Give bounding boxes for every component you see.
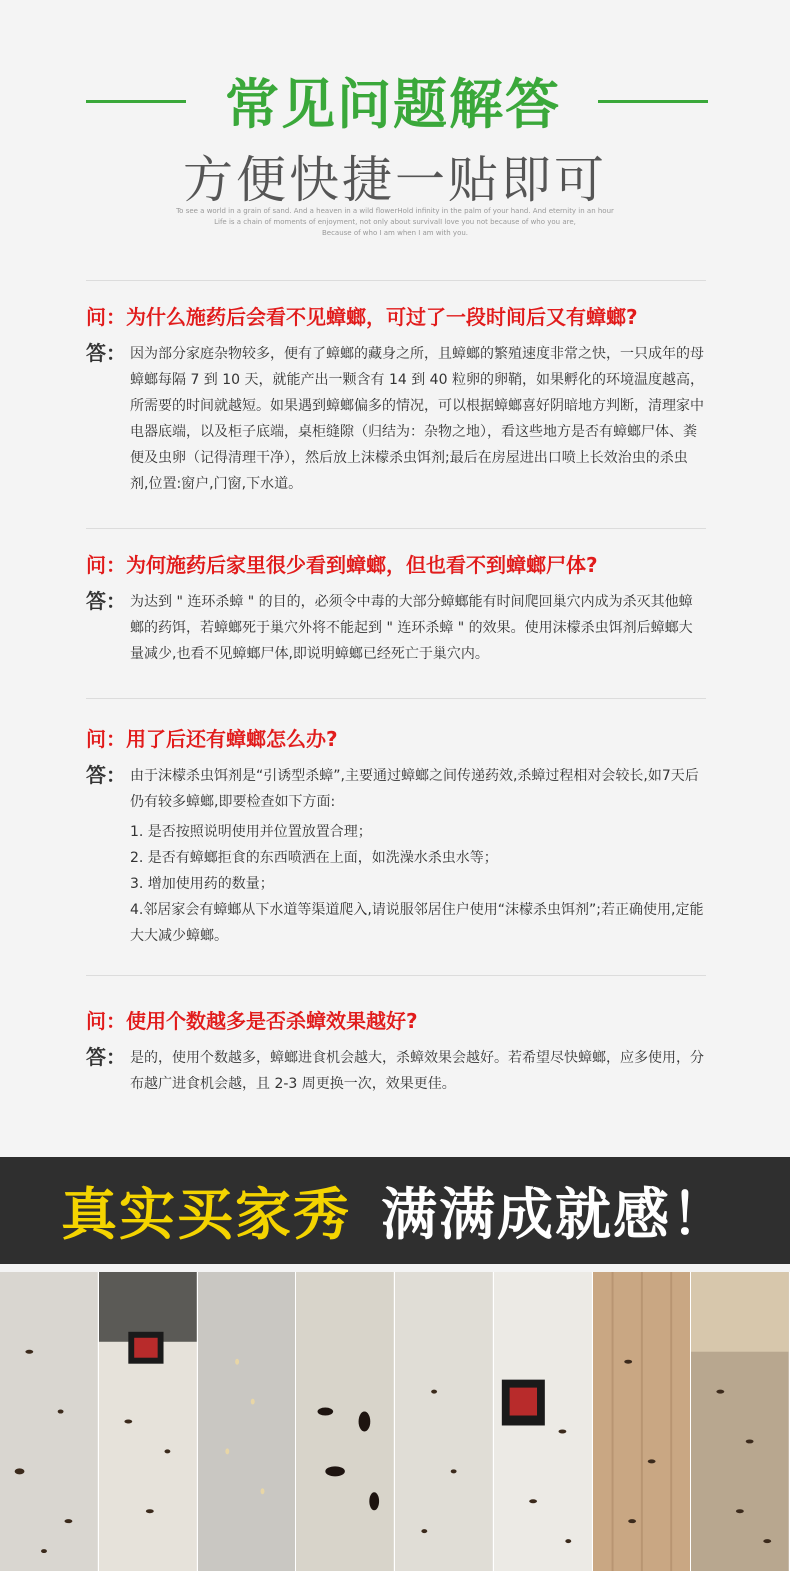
header — [0, 0, 790, 260]
question: 问：使用个数越多是否杀蟑效果越好? — [86, 1009, 418, 1033]
answer-intro: 由于沫檬杀虫饵剂是“引诱型杀蟑”,主要通过蟑螂之间传递药效,杀蟑过程相对会较长,如7天后仍有较多蟑螂,即要检查如下方面: — [130, 768, 699, 810]
divider — [86, 698, 706, 699]
answer — [86, 586, 706, 667]
qa-item — [86, 1006, 706, 1097]
answer-label: 答： — [86, 589, 126, 613]
answer-list — [130, 819, 706, 949]
title-line-right — [598, 100, 708, 103]
question: 问：用了后还有蟑螂怎么办? — [86, 727, 338, 751]
qa-item — [86, 550, 706, 667]
answer-text: 因为部分家庭杂物较多，便有了蟑螂的藏身之所，且蟑螂的繁殖速度非常之快，一只成年的母蟑螂每隔 7 到 10 天，就能产出一颗含有 14 到 40 粒卵的卵鞘，如果孵化的环境温度越高，所需要的时间就越短。如果遇到蟑螂偏多的情况，可以根据蟑螂喜好阴暗地方判断，清理家中电器底端，以及柜子底端，桌柜缝隙（归结为：杂物之地），看这些地方是否有蟑螂尸体、粪便及虫卵（记得清理干净），然后放上沫檬杀虫饵剂;最后在房屋进出口喷上长效治虫的杀虫剂,位置:窗户,门窗,下水道。 — [130, 346, 704, 492]
buyer-photo — [494, 1272, 593, 1571]
tagline — [120, 206, 670, 239]
divider — [86, 280, 706, 281]
tagline-line: Because of who I am when I am with you. — [321, 229, 469, 237]
list-item: 2. 是否有蟑螂拒食的东西喷洒在上面，如洗澡水杀虫水等； — [130, 850, 498, 866]
divider — [86, 528, 706, 529]
answer-label: 答： — [86, 341, 126, 365]
buyer-photo — [395, 1272, 494, 1571]
banner-left-text: 真实买家秀 — [61, 1182, 351, 1248]
divider — [86, 975, 706, 976]
buyer-photo — [198, 1272, 297, 1571]
buyer-photo — [296, 1272, 395, 1571]
answer — [86, 338, 706, 497]
answer-label: 答： — [86, 763, 126, 787]
qa-item — [86, 724, 706, 949]
question: 问：为何施药后家里很少看到蟑螂，但也看不到蟑螂尸体? — [86, 553, 598, 577]
buyer-photo — [99, 1272, 198, 1571]
buyer-photo — [691, 1272, 790, 1571]
answer-text: 是的，使用个数越多，蟑螂进食机会越大，杀蟑效果会越好。若希望尽快蟑螂，应多使用，分布越广进食机会越，且 2-3 周更换一次，效果更佳。 — [130, 1050, 704, 1092]
title-line-left — [86, 100, 186, 103]
list-item: 3. 增加使用药的数量； — [130, 876, 274, 892]
buyer-photo — [593, 1272, 692, 1571]
tagline-line: To see a world in a grain of sand. And a heaven in a wild flowerHold infinity in the palm of your hand. And eternity in an hour — [176, 207, 614, 215]
list-item: 4.邻居家会有蟑螂从下水道等渠道爬入,请说服邻居住户使用“沫檬杀虫饵剂”;若正确使用,定能大大减少蟑螂。 — [130, 902, 704, 944]
title-row — [0, 62, 790, 136]
question: 问：为什么施药后会看不见蟑螂，可过了一段时间后又有蟑螂? — [86, 305, 638, 329]
buyer-show-banner — [0, 1157, 790, 1264]
buyer-photo — [0, 1272, 99, 1571]
buyer-photos — [0, 1272, 790, 1571]
answer-text — [130, 763, 706, 949]
answer-text: 为达到 " 连环杀蟑 " 的目的，必须令中毒的大部分蟑螂能有时间爬回巢穴内成为杀灭其他蟑螂的药饵，若蟑螂死于巢穴外将不能起到 " 连环杀蟑 " 的效果。使用沫檬杀虫饵剂后蟑螂大量减少,也看不见蟑螂尸体,即说明蟑螂已经死亡于巢穴内。 — [130, 594, 693, 662]
qa-item — [86, 302, 706, 497]
page-subtitle: 方便快捷一贴即可 — [183, 151, 607, 209]
answer — [86, 760, 706, 949]
answer-label: 答： — [86, 1045, 126, 1069]
list-item: 1. 是否按照说明使用并位置放置合理； — [130, 824, 372, 840]
answer — [86, 1042, 706, 1097]
page-title: 常见问题解答 — [225, 73, 561, 136]
banner-right-text: 满满成就感！ — [381, 1182, 729, 1248]
tagline-line: Life is a chain of moments of enjoyment, not only about survivalI love you not because of who you are, — [214, 218, 576, 226]
